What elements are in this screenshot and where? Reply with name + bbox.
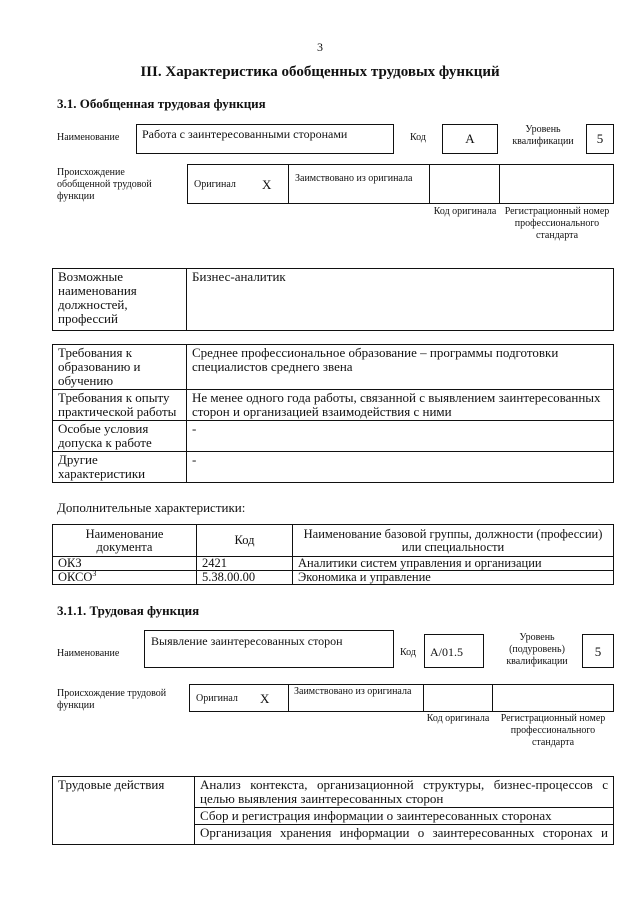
tf-heading: 3.1.1. Трудовая функция [57,603,200,618]
req-other-value: - [187,452,614,483]
page-number: 3 [317,40,323,54]
gtf-original-mark: X [262,177,272,192]
tf-name-value: Выявление заинтересованных сторон [144,630,394,668]
gtf-level-value: 5 [586,124,614,154]
table-row [53,557,614,571]
gtf-reg-number-cell [499,164,614,204]
tf-origin-label: Происхождение трудовой функции [57,688,167,711]
gtf-reg-number-label: Регистрационный номер профессионального стандарта [504,206,610,241]
additional-header-doc: Наименование документа [53,525,197,557]
additional-row-name: Экономика и управление [293,571,614,585]
additional-row-doc: ОКСО [58,570,93,584]
gtf-name-label: Наименование [57,132,120,143]
tf-code-original-label: Код оригинала [426,713,490,724]
tf-reg-number-cell [492,684,614,712]
action-item: Сбор и регистрация информации о заинтересованных сторонах [195,808,614,825]
gtf-code-label: Код [410,132,426,143]
req-experience-label: Требования к опыту практической работы [53,390,187,421]
req-conditions-label: Особые условия допуска к работе [53,421,187,452]
gtf-borrowed-cell: Заимствовано из оригинала [288,164,430,204]
gtf-original-cell [187,164,289,204]
tf-original-label: Оригинал [196,693,238,704]
table-row [53,571,614,585]
gtf-level-label: Уровень квалификации [512,124,574,147]
gtf-heading: 3.1. Обобщенная трудовая функция [57,96,266,111]
additional-header-code: Код [197,525,293,557]
action-item: Организация хранения информации о заинтересованных сторонах и [195,825,614,845]
tf-level-value: 5 [582,634,614,668]
gtf-original-label: Оригинал [194,179,236,190]
req-education-label: Требования к образованию и обучению [53,345,187,390]
tf-code-original-cell [423,684,493,712]
additional-header-name: Наименование базовой группы, должности (профессии) или специальности [293,525,614,557]
additional-table [52,524,614,585]
section-title: III. Характеристика обобщенных трудовых функций [140,64,500,80]
gtf-origin-label: Происхождение обобщенной трудовой функции [57,167,152,202]
actions-table [52,776,614,845]
tf-borrowed-cell: Заимствовано из оригинала [288,684,424,712]
additional-row-doc-cell [53,568,197,585]
additional-row-doc: ОКЗ [53,557,197,571]
gtf-name-value: Работа с заинтересованными сторонами [136,124,394,154]
tf-code-value: A/01.5 [424,634,484,668]
tf-name-label: Наименование [57,648,120,659]
additional-title: Дополнительные характеристики: [57,500,246,515]
tf-original-cell [189,684,289,712]
gtf-code-original-label: Код оригинала [433,206,497,217]
req-other-label: Другие характеристики [53,452,187,483]
gtf-code-value: A [442,124,498,154]
gtf-code-original-cell [429,164,500,204]
additional-row-name: Аналитики систем управления и организации [293,557,614,571]
additional-row-code: 2421 [197,557,293,571]
actions-label: Трудовые действия [53,777,195,845]
tf-reg-number-label: Регистрационный номер профессионального стандарта [500,713,606,748]
action-item: Анализ контекста, организационной структуры, бизнес-процессов с целью выявления заинтересованных сторон [195,777,614,808]
req-education-value: Среднее профессиональное образование – программы подготовки специалистов среднего звена [187,345,614,390]
tf-original-mark: X [260,691,270,706]
footnote-mark: 3 [92,568,97,578]
req-experience-value: Не менее одного года работы, связанной с выявлением заинтересованных сторон и организацией взаимодействия с ними [187,390,614,421]
tf-level-label: Уровень (подуровень) квалификации [506,632,568,667]
tf-code-label: Код [400,647,416,658]
additional-row-code: 5.38.00.00 [197,571,293,585]
positions-table [52,268,614,331]
positions-value: Бизнес-аналитик [187,269,614,331]
positions-label: Возможные наименования должностей, профессий [53,269,187,331]
req-conditions-value: - [187,421,614,452]
requirements-table [52,344,614,483]
